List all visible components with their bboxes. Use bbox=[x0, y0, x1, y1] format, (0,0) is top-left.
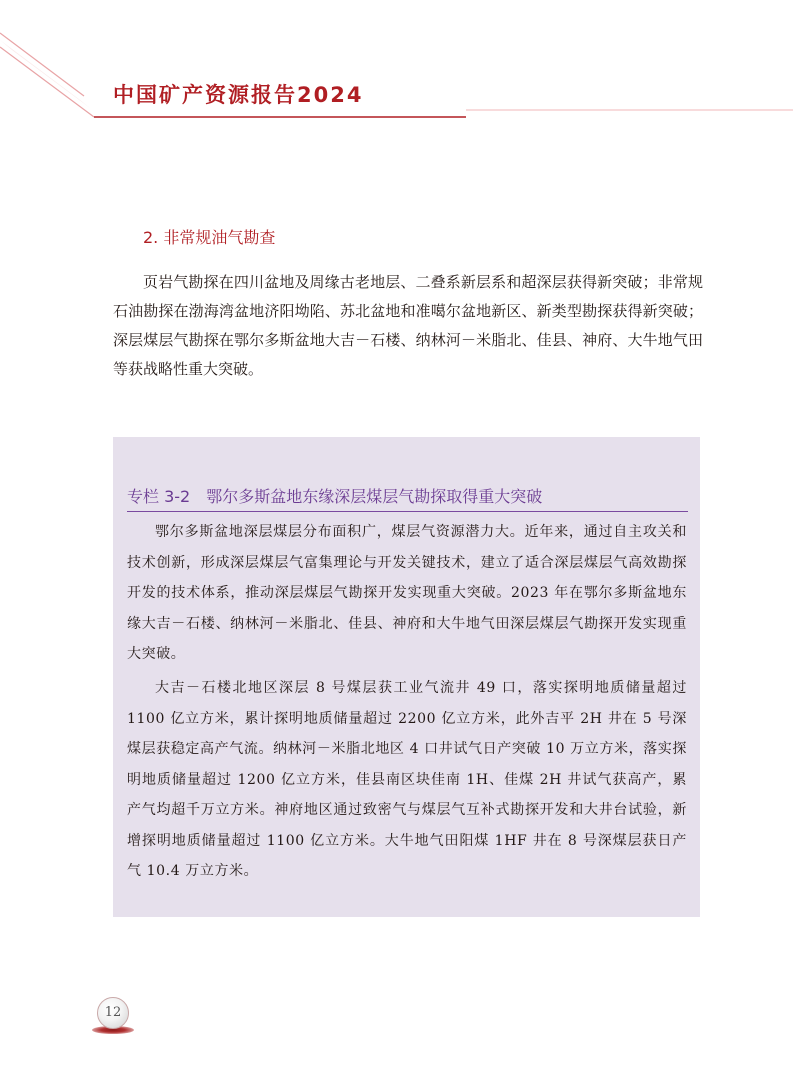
section-heading: 2. 非常规油气勘查 bbox=[143, 228, 276, 247]
diagonal-line-upper bbox=[0, 33, 84, 96]
diagonal-line-lower bbox=[0, 47, 94, 117]
report-title: 中国矿产资源报告2024 bbox=[113, 83, 364, 107]
sidebar-box-paragraph: 鄂尔多斯盆地深层煤层分布面积广，煤层气资源潜力大。近年来，通过自主攻关和技术创新，形成深层煤层气富集理论与开发关键技术，建立了适合深层煤层气高效勘探开发的技术体系，推动深层煤层气勘探开发实现重大突破。2023 年在鄂尔多斯盆地东缘大吉－石楼、纳林河－米脂北、佳县、神府和大牛地气田深层煤层气勘探开发实现重大突破。 bbox=[127, 524, 687, 662]
sidebar-box-paragraph: 大吉－石楼北地区深层 8 号煤层获工业气流井 49 口，落实探明地质储量超过 1100 亿立方米，累计探明地质储量超过 2200 亿立方米，此外吉平 2H 井在 5 号深煤层获稳定高产气流。纳林河－米脂北地区 4 口井试气日产突破 10 万立方米，落实探明地质储量超过 1200 亿立方米，佳县南区块佳南 1H、佳煤 2H 井试气获高产，累产气均超千万立方米。神府地区通过致密气与煤层气互补式勘探开发和大井台试验，新增探明地质储量超过 1100 亿立方米。大牛地气田阳煤 1HF 井在 8 号深煤层获日产气 10.4 万立方米。 bbox=[127, 680, 687, 879]
header-decoration bbox=[0, 0, 793, 130]
sidebar-box bbox=[113, 437, 700, 917]
header-accent-band bbox=[0, 40, 90, 108]
sidebar-box-title: 专栏 3-2 鄂尔多斯盆地东缘深层煤层气勘探取得重大突破 bbox=[127, 484, 688, 512]
section-paragraph: 页岩气勘探在四川盆地及周缘古老地层、二叠系新层系和超深层获得新突破；非常规石油勘探在渤海湾盆地济阳坳陷、苏北盆地和准噶尔盆地新区、新类型勘探获得新突破；深层煤层气勘探在鄂尔多斯盆地大吉－石楼、纳林河－米脂北、佳县、神府、大牛地气田等获战略性重大突破。 bbox=[113, 273, 703, 378]
page-number: 12 bbox=[97, 997, 129, 1029]
